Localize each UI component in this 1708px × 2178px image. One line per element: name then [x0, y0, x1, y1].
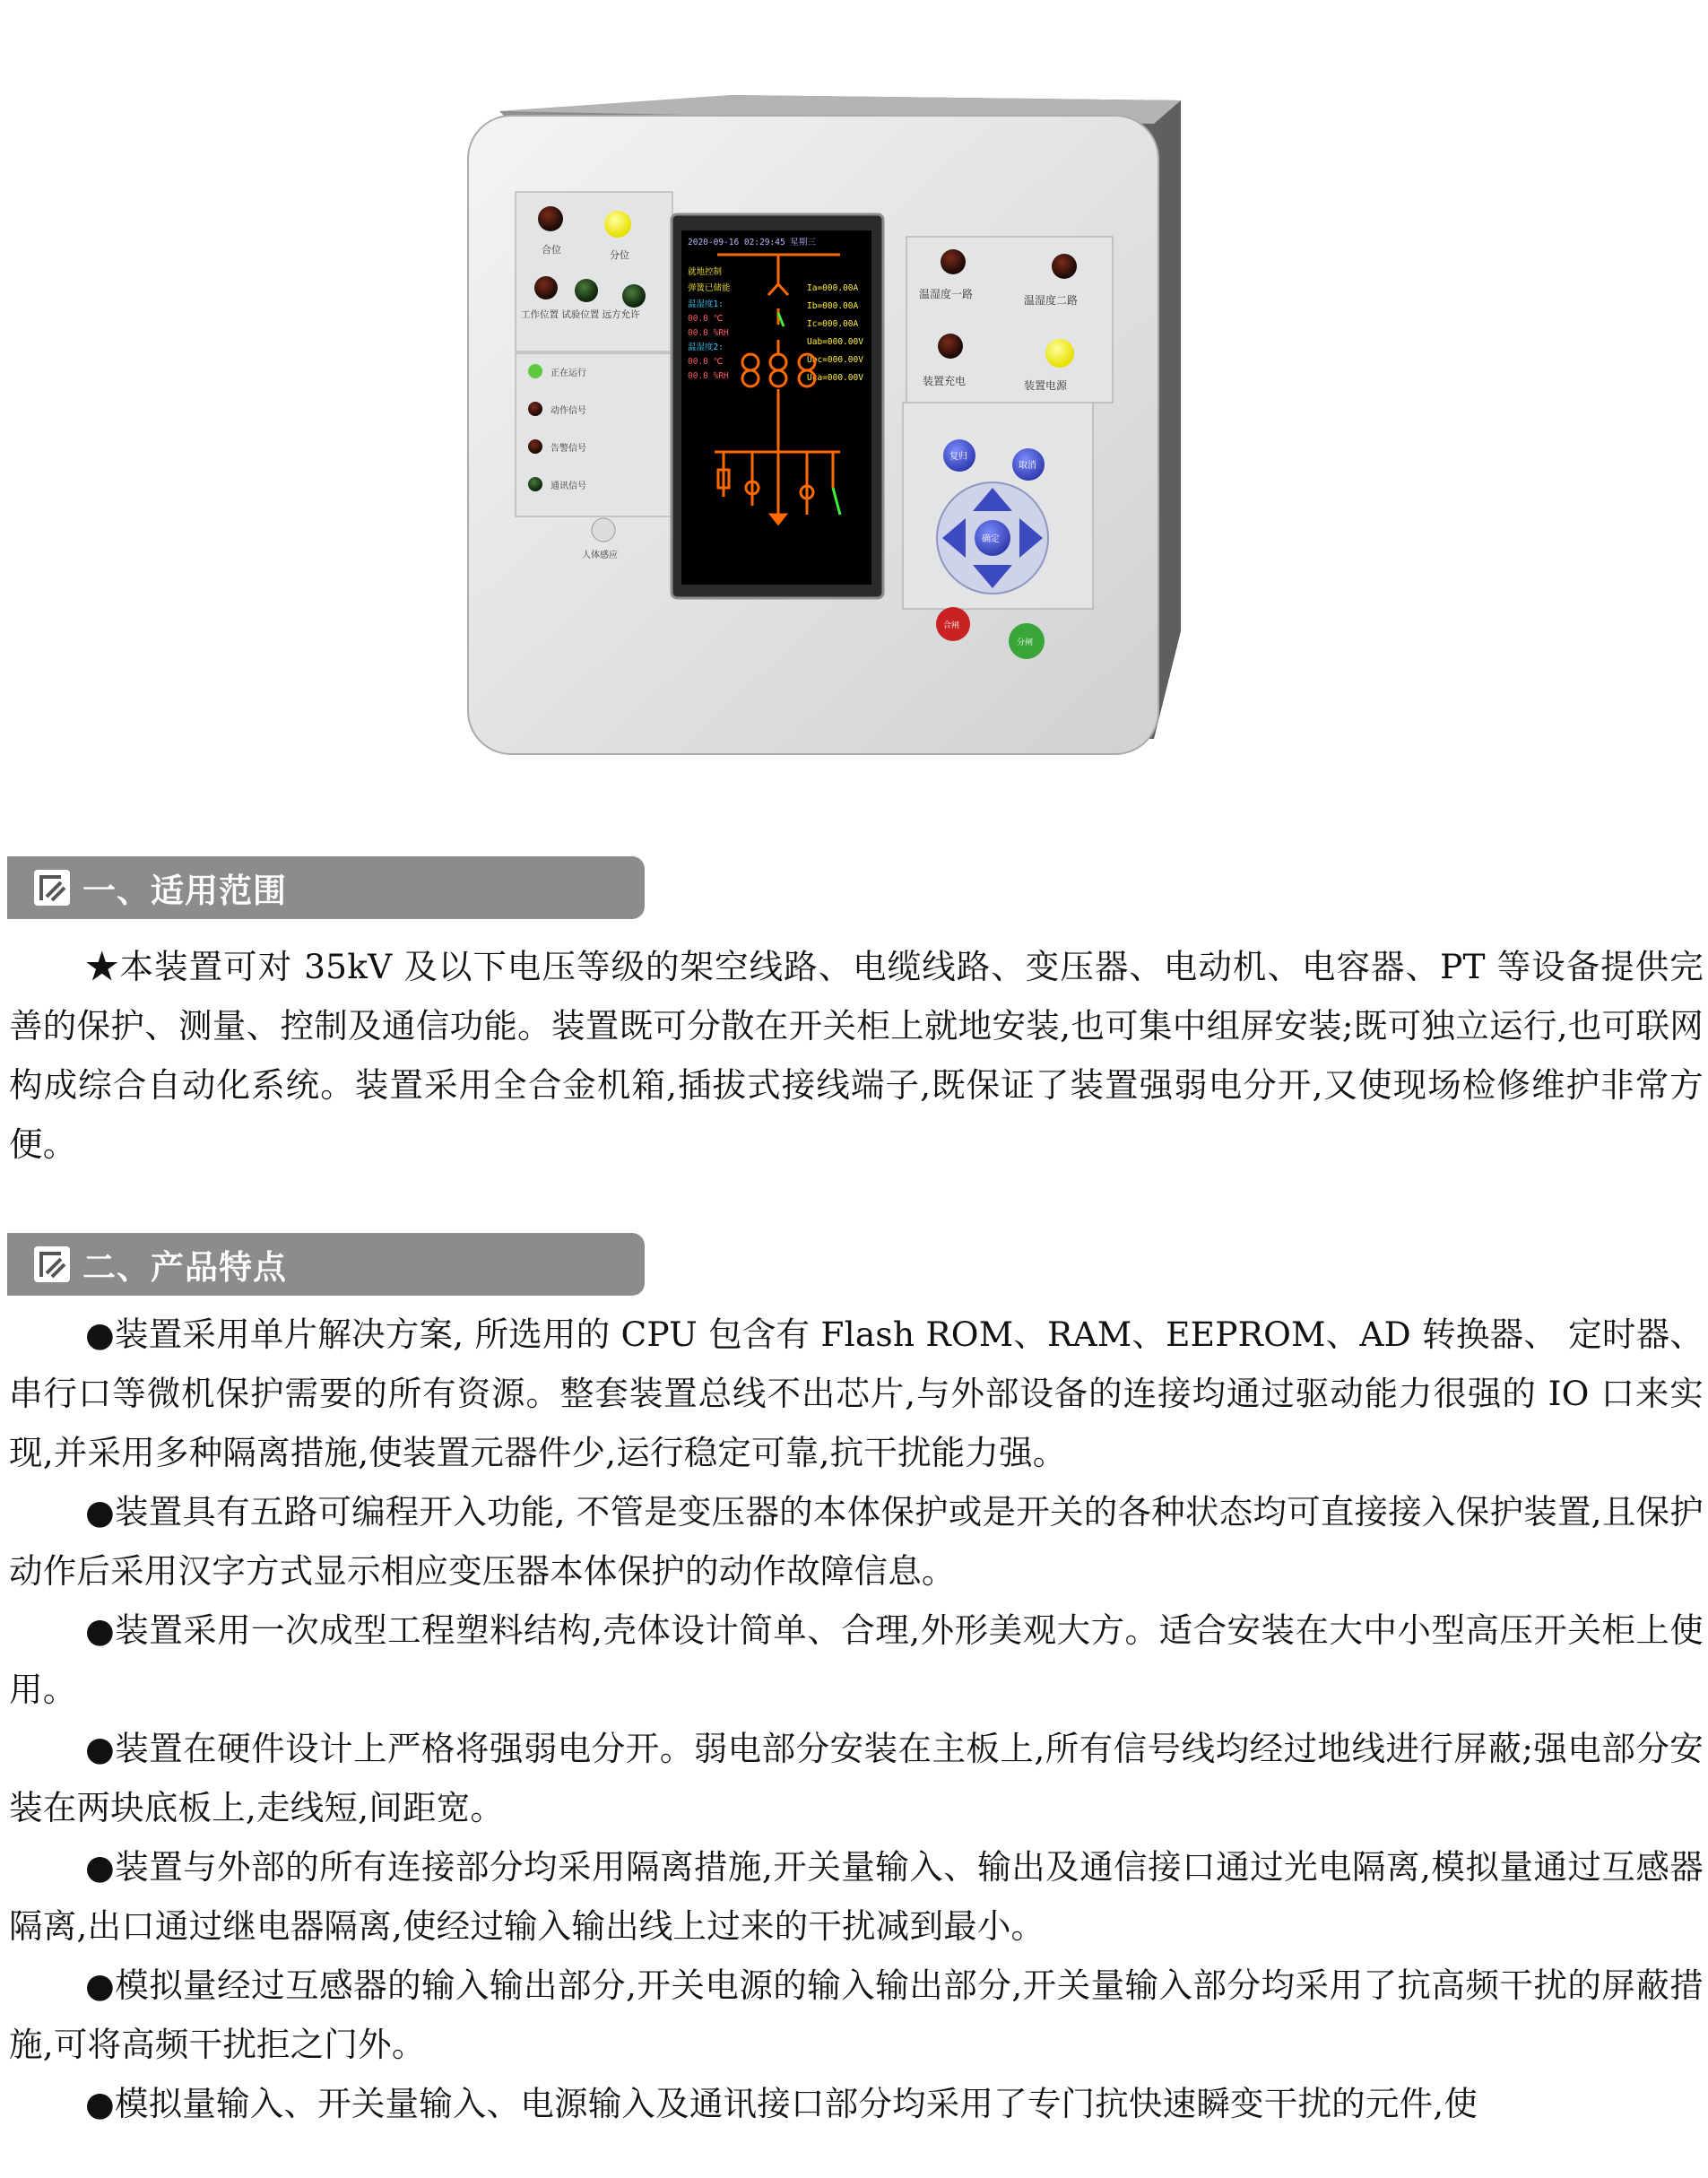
ok-label: 确定 [982, 534, 1000, 544]
section-2-header [7, 1233, 645, 1296]
open-position-light [604, 211, 631, 238]
feature-item-7: ●模拟量输入、开关量输入、电源输入及通讯接口部分均采用了专门抗快速瞬变干扰的元件,使 [85, 2084, 1478, 2123]
humidity-2-light [1052, 254, 1077, 279]
screen-r4: Ubc=000.00V [807, 355, 863, 365]
open-switch-label: 分闸 [1017, 638, 1034, 647]
screen-l6: 00.0 ℃ [688, 357, 724, 367]
section-1-paragraph: ★本装置可对 35kV 及以下电压等级的架空线路、电缆线路、变压器、电动机、电容器、PT 等设备提供完善的保护、测量、控制及通信功能。装置既可分散在开关柜上就地安装,也可集中组屏安装;既可独立运行,也可联网构成综合自动化系统。装置采用全合金机箱,插拔式接线端子,既保证了装置强弱电分开,又使现场检修维护非常方便。 [9, 947, 1704, 1164]
alarm-signal-light [528, 439, 542, 454]
label-charge: 装置充电 [923, 375, 967, 387]
screen-r2: Ic=000.00A [807, 319, 859, 329]
humidity-1-light [941, 249, 966, 274]
label-sensor: 人体感应 [582, 551, 618, 560]
work-position-light [534, 276, 558, 299]
remote-allow-light [622, 284, 646, 308]
feature-item-2: ●装置具有五路可编程开入功能, 不管是变压器的本体保护或是开关的各种状态均可直接接入保护装置,且保护动作后采用汉字方式显示相应变压器本体保护的动作故障信息。 [9, 1492, 1704, 1591]
section-2-title: 二、产品特点 [82, 1248, 287, 1287]
section-logo-icon [34, 1246, 70, 1282]
screen-l2: 温湿度1: [688, 299, 724, 309]
screen-l7: 00.0 %RH [688, 371, 729, 381]
screen-l4: 00.0 %RH [688, 328, 729, 338]
screen-l1: 弹簧已储能 [688, 283, 731, 293]
label-comm: 通讯信号 [551, 482, 586, 491]
screen-datetime: 2020-09-16 02:29:45 星期三 [688, 238, 816, 247]
close-switch-label: 合闸 [943, 621, 960, 630]
screen-l5: 温湿度2: [688, 343, 724, 352]
running-light [528, 364, 542, 378]
feature-item-1: ●装置采用单片解决方案, 所选用的 CPU 包含有 Flash ROM、RAM、EEPROM、AD 转换器、 定时器、串行口等微机保护需要的所有资源。整套装置总线不出芯片,与外部设备的连接均通过驱动能力很强的 IO 口来实现,并采用多种隔离措施,使装置元器件少,运行稳定可靠,抗干扰能力强。 [9, 1315, 1704, 1472]
screen-l0: 就地控制 [688, 267, 723, 277]
label-power: 装置电源 [1024, 379, 1068, 392]
label-close-pos: 合位 [542, 244, 561, 256]
section-2-body [9, 1305, 1704, 2133]
label-alarm: 告警信号 [551, 444, 586, 454]
label-running: 正在运行 [551, 369, 586, 378]
reset-label: 复归 [949, 452, 967, 462]
section-1-title: 一、适用范围 [82, 872, 287, 910]
feature-item-5: ●装置与外部的所有连接部分均采用隔离措施,开关量输入、输出及通信接口通过光电隔离,模拟量通过互感器隔离,出口通过继电器隔离,使经过输入输出线上过来的干扰减到最小。 [9, 1847, 1704, 1946]
device-power-light [1045, 339, 1074, 368]
body-sensor [592, 518, 615, 542]
label-action: 动作信号 [551, 406, 586, 416]
label-humidity-1: 温湿度一路 [919, 288, 974, 300]
device-charge-light [938, 334, 963, 359]
section-1-header [7, 856, 645, 919]
feature-item-4: ●装置在硬件设计上严格将强弱电分开。弱电部分安装在主板上,所有信号线均经过地线进行屏蔽;强电部分安装在两块底板上,走线短,间距宽。 [9, 1729, 1704, 1827]
label-position-row: 工作位置 试验位置 远方允许 [521, 309, 640, 320]
screen-r3: Uab=000.00V [807, 337, 863, 347]
close-position-light [538, 206, 563, 231]
screen-l3: 00.0 ℃ [688, 314, 724, 324]
cancel-label: 取消 [1019, 461, 1036, 471]
screen-r5: Uca=000.00V [807, 373, 863, 383]
section-1-body [9, 937, 1704, 1174]
section-logo-icon [34, 870, 70, 906]
test-position-light [575, 279, 598, 302]
feature-item-6: ●模拟量经过互感器的输入输出部分,开关电源的输入输出部分,开关量输入部分均采用了抗高频干扰的屏蔽措施,可将高频干扰拒之门外。 [9, 1965, 1704, 2064]
screen-r0: Ia=000.00A [807, 283, 859, 293]
device-photo [464, 93, 1181, 757]
label-open-pos: 分位 [610, 249, 629, 261]
label-humidity-2: 温湿度二路 [1024, 294, 1079, 307]
action-signal-light [528, 402, 542, 416]
comm-signal-light [528, 477, 542, 491]
screen-r1: Ib=000.00A [807, 301, 859, 311]
feature-item-3: ●装置采用一次成型工程塑料结构,壳体设计简单、合理,外形美观大方。适合安装在大中小型高压开关柜上使用。 [9, 1610, 1704, 1709]
